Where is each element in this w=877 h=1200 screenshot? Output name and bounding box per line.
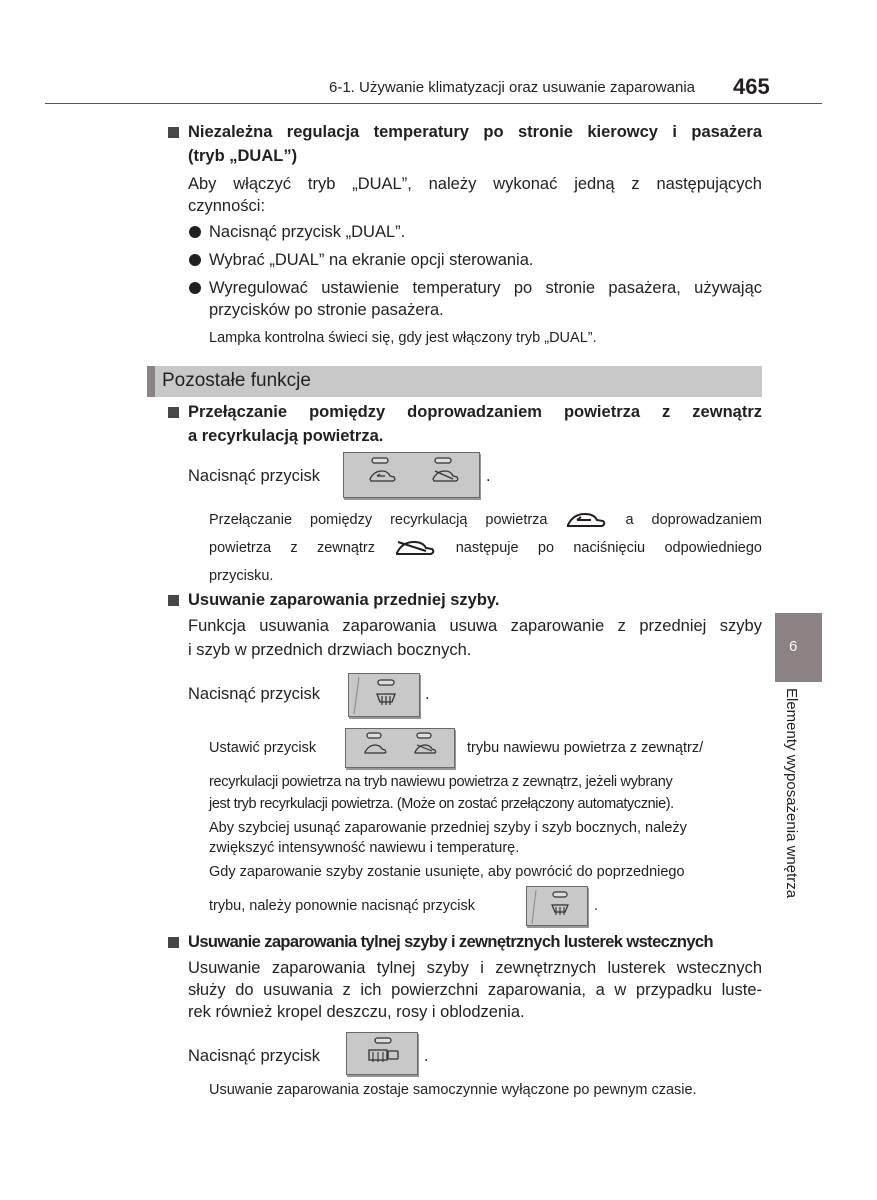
recirc-heading-cont: a recyrkulacją powietrza.: [188, 427, 384, 445]
bullet-dot: [189, 254, 201, 266]
period: .: [486, 467, 491, 485]
front-defogger-button[interactable]: [348, 673, 420, 717]
front-defogger-icon: [527, 887, 589, 927]
recirc-heading: Przełączanie pomiędzy doprowadzaniem powietrza z zewnątrz: [188, 403, 762, 421]
front-text-1: Funkcja usuwania zaparowania usuwa zaparowanie z przedniej szyby: [188, 617, 762, 635]
front-note-6: Gdy zaparowanie szyby zostanie usunięte, aby powrócić do poprzedniego: [209, 864, 685, 880]
dual-step-3-cont: przycisków po stronie pasażera.: [209, 301, 444, 319]
rear-heading: Usuwanie zaparowania tylnej szyby i zewnętrznych lusterek wstecznych: [188, 933, 713, 951]
rear-text-3: rek również kropel deszczu, rosy i oblodzenia.: [188, 1003, 525, 1021]
dual-step-1: Nacisnąć przycisk „DUAL”.: [209, 223, 406, 241]
section-bar-accent: [147, 366, 155, 397]
front-note-2: recyrkulacji powietrza na tryb nawiewu powietrza z zewnątrz, jeżeli wybrany: [209, 774, 673, 790]
recirc-note-3: przycisku.: [209, 568, 274, 584]
recirc-note-2b: następuje po naciśnięciu odpowiedniego: [455, 540, 762, 556]
rear-press-label: Nacisnąć przycisk: [188, 1047, 321, 1065]
period: .: [425, 685, 430, 703]
header-section-title: 6-1. Używanie klimatyzacji oraz usuwanie zaparowania: [329, 79, 695, 96]
dual-step-2: Wybrać „DUAL” na ekranie opcji sterowania.: [209, 251, 534, 269]
front-note-1b: trybu nawiewu powietrza z zewnątrz/: [467, 740, 704, 756]
rear-defogger-button[interactable]: [346, 1032, 418, 1075]
heading-bullet-square: [168, 127, 179, 138]
dual-intro-cont: czynności:: [188, 197, 266, 215]
dual-note: Lampka kontrolna świeci się, gdy jest włączony tryb „DUAL”.: [209, 330, 597, 346]
front-note-7: trybu, należy ponownie nacisnąć przycisk: [209, 898, 475, 914]
front-text-2: i szyb w przednich drzwiach bocznych.: [188, 641, 472, 659]
period: .: [424, 1047, 429, 1065]
dual-heading-cont: (tryb „DUAL”): [188, 147, 298, 165]
bullet-dot: [189, 282, 201, 294]
front-note-4: Aby szybciej usunąć zaparowanie przedniej szyby i szyb bocznych, należy: [209, 820, 687, 836]
front-defogger-button-small[interactable]: [526, 886, 588, 926]
heading-bullet-square: [168, 937, 179, 948]
recirc-note-1: [209, 510, 762, 530]
heading-bullet-square: [168, 407, 179, 418]
heading-bullet-square: [168, 595, 179, 606]
recirc-button-pair-small[interactable]: [345, 728, 455, 768]
recirc-note-2: [209, 538, 762, 558]
header-rule: [45, 103, 822, 104]
rear-defogger-icon: [347, 1033, 419, 1076]
rear-text-2: służy do usuwania z ich powierzchni zaparowania, a w przypadku luste-: [188, 981, 762, 999]
bullet-dot: [189, 226, 201, 238]
dual-step-3: Wyregulować ustawienie temperatury po stronie pasażera, używając: [209, 279, 762, 297]
recirc-press-label: Nacisnąć przycisk: [188, 467, 321, 485]
front-note-3: jest tryb recyrkulacji powietrza. (Może on zostać przełączony automatycznie).: [209, 796, 674, 812]
rear-note: Usuwanie zaparowania zostaje samoczynnie wyłączone po pewnym czasie.: [209, 1082, 697, 1098]
recirc-button-pair[interactable]: [343, 452, 480, 498]
front-note-5: zwiększyć intensywność nawiewu i temperaturę.: [209, 840, 520, 856]
recirc-indicator-icon: [346, 729, 456, 769]
chapter-title: Elementy wyposażenia wnętrza: [783, 688, 800, 899]
front-heading: Usuwanie zaparowania przedniej szyby.: [188, 591, 500, 609]
recirc-note-1a: Przełączanie pomiędzy recyrkulacją powietrza: [209, 512, 548, 528]
rear-text-1: Usuwanie zaparowania tylnej szyby i zewnętrznych lusterek wstecznych: [188, 959, 762, 977]
front-note-1a: Ustawić przycisk: [209, 740, 317, 756]
front-defogger-icon: [349, 674, 421, 718]
front-press-label: Nacisnąć przycisk: [188, 685, 321, 703]
recirc-note-2a: powietrza z zewnątrz: [209, 540, 375, 556]
period: .: [594, 898, 599, 914]
recirculation-icon: [565, 511, 607, 529]
dual-heading: Niezależna regulacja temperatury po stronie kierowcy i pasażera: [188, 123, 762, 141]
dual-intro: Aby włączyć tryb „DUAL”, należy wykonać jedną z następujących: [188, 175, 762, 193]
section-title: Pozostałe funkcje: [162, 370, 311, 391]
outside-air-icon: [394, 539, 436, 557]
chapter-number: 6: [789, 638, 798, 655]
page-number: 465: [733, 74, 770, 99]
chapter-tab: [775, 613, 822, 682]
recirc-indicator-icon: [344, 453, 481, 499]
section-bar: [147, 366, 762, 397]
recirc-note-1b: a doprowadzaniem: [625, 512, 762, 528]
